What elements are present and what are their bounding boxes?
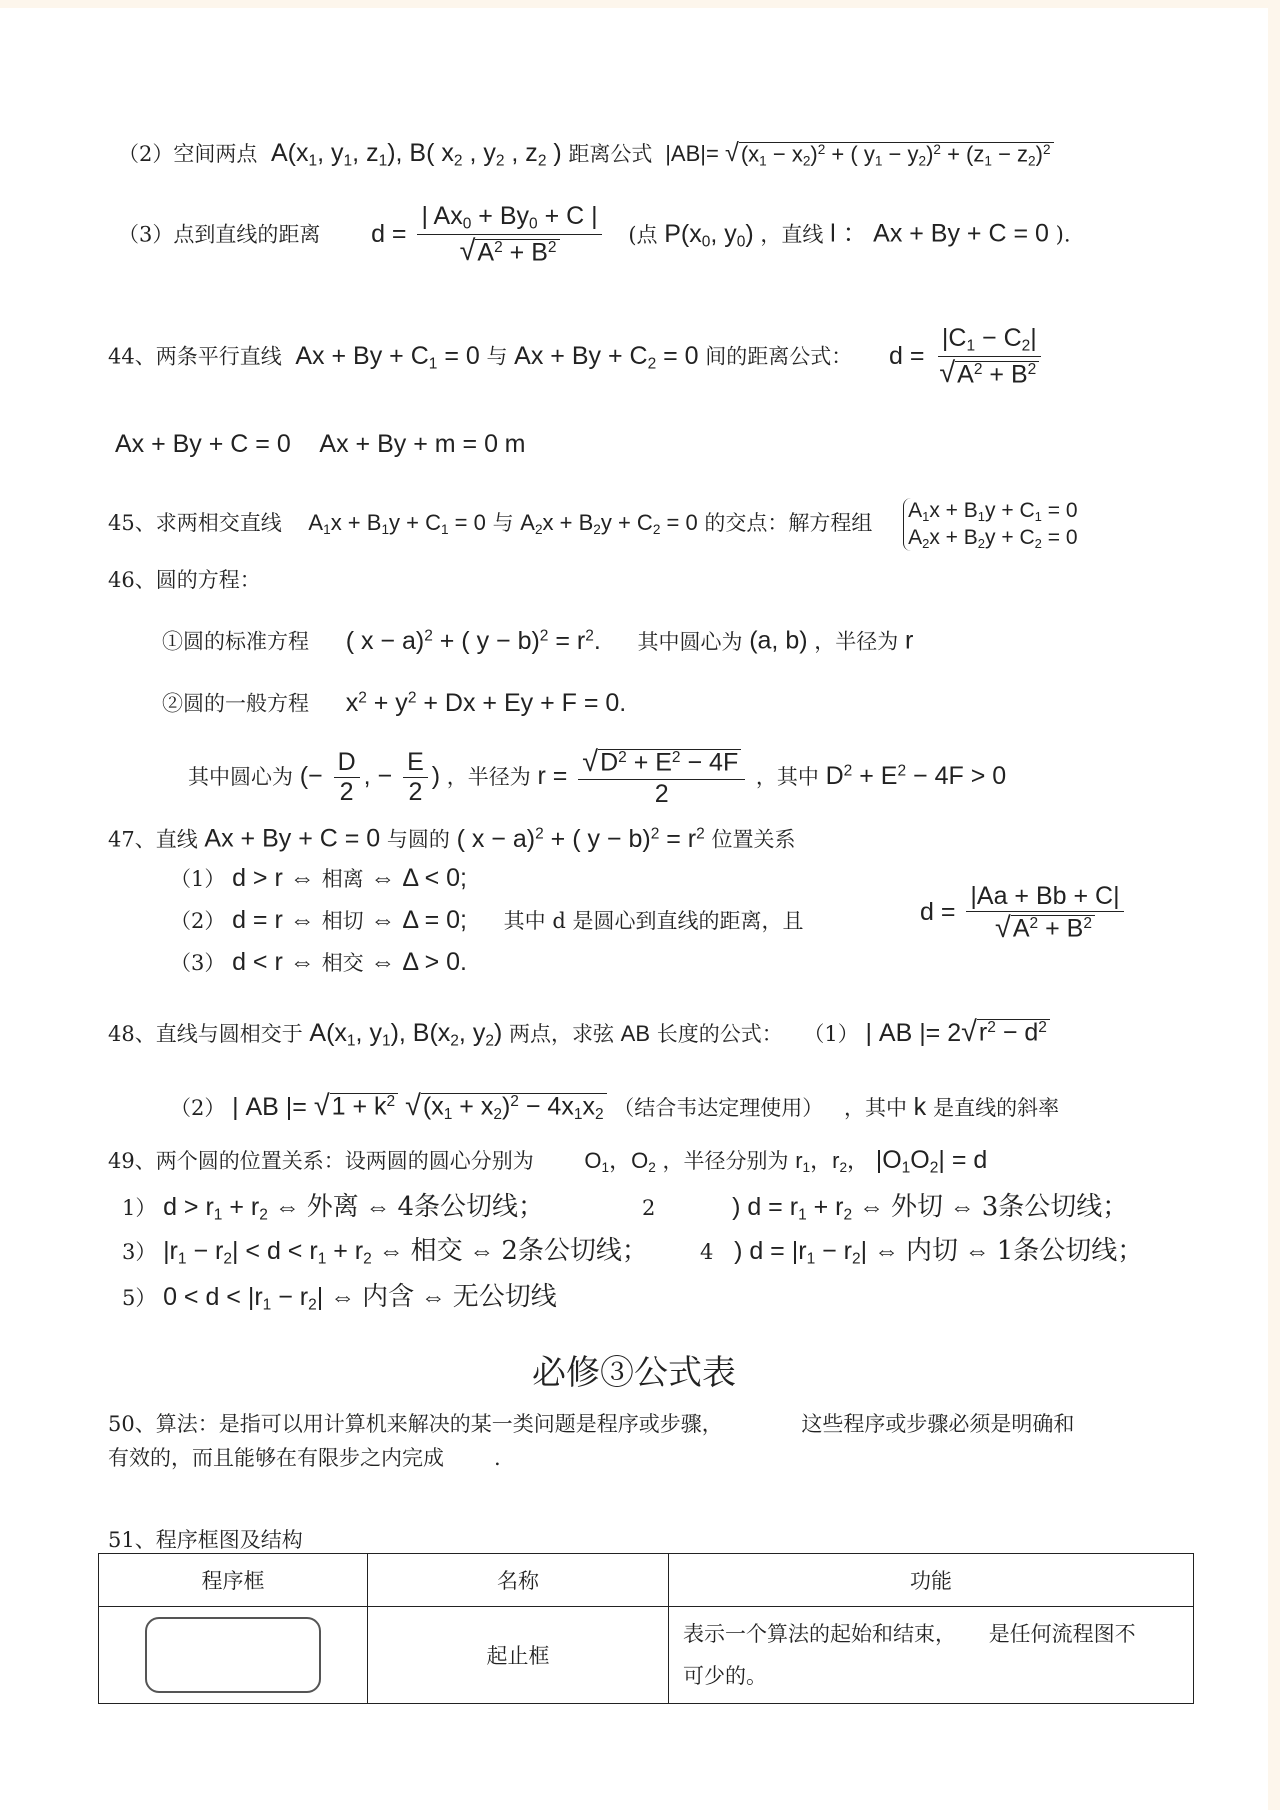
case-delta: ⇔ Δ < 0;	[370, 864, 467, 892]
item-label: 47、直线	[108, 827, 198, 852]
section-title: 必修③公式表	[532, 1353, 736, 1393]
formula-circle: ( x − a)$^2$ + ( $y - b)^2 = r^2$	[456, 824, 705, 853]
item-tail: 其中圆心为	[637, 629, 743, 654]
formula-centers: $O_1$，$O_2$	[584, 1148, 656, 1176]
text-a: 50、算法：是指可以用计算机来解决的某一类问题是程序或步骤，	[108, 1412, 723, 1436]
relation-row-3	[170, 950, 467, 975]
formula-line-space-distance	[118, 141, 1054, 169]
formula-radius: r = $\frac{√D^2 + E^2 - 4F}{2}$	[537, 762, 749, 790]
row-iff: ⇔	[964, 1237, 997, 1265]
formula-line2: $A_2x + B_2y + C_2 = 0$	[520, 510, 698, 538]
item-tail2: ，半径为	[814, 629, 899, 654]
circle-relation-row-1	[122, 1194, 544, 1223]
table-row	[99, 1607, 1194, 1704]
formula-line-50b: 有效的，而且能够在有限步之内完成 .	[108, 1446, 501, 1470]
item-r-label: ，半径分别为	[662, 1149, 789, 1173]
formula-line-44	[108, 326, 1047, 388]
item-label: （2）空间两点	[118, 142, 258, 166]
part-label: （2）	[170, 1096, 226, 1120]
case-cond: d > r ⇔	[232, 864, 322, 892]
row-res: 无公切线	[452, 1282, 557, 1312]
table-header: 程序框	[99, 1554, 368, 1607]
row-cond: $d > r_1 + r_2$ ⇔	[163, 1193, 307, 1224]
formula-parallel-distance: d = $\frac{|C_1 - C_2|}{√A^2 + B^2}$	[889, 342, 1047, 370]
table-cell-name: 起止框	[368, 1607, 669, 1704]
formula-d: d = $\frac{|Aa + Bb + C|}{√A^2 + B^2}$	[920, 898, 1128, 926]
terminal-box-cell	[99, 1607, 368, 1704]
formula-chord-2: | AB |= $√1 + k^2$ $√(x_1 + x_2)^2 - 4x_1x_2$	[232, 1093, 607, 1121]
table-header-row	[99, 1554, 1194, 1607]
case-cond: d = r ⇔	[232, 906, 322, 934]
formula-general: $x^2 + y^2 + Dx + Ey + F = 0$.	[345, 688, 627, 717]
circle-relation-row-5	[122, 1284, 557, 1313]
item-tail: 的交点：解方程组	[704, 511, 873, 535]
func-a: 表示一个算法的起始和结束，	[683, 1622, 956, 1646]
flowchart-table	[98, 1553, 1194, 1704]
item-label: 44、两条平行直线	[108, 344, 282, 369]
item-tail: 位置关系	[711, 827, 796, 852]
part-label: （1）	[803, 1022, 859, 1046]
formula-line1: $Ax + By + C_1 = 0$	[288, 341, 480, 373]
note-close: ).	[1055, 222, 1071, 247]
item-cond-label: ，其中	[755, 764, 819, 789]
item-paren: （结合韦达定理使用）	[613, 1096, 824, 1120]
item-tail: 长度的公式：	[656, 1022, 783, 1046]
relation-row-1	[170, 866, 467, 891]
row-rel: 外切	[891, 1192, 944, 1222]
item-mid: 与	[492, 511, 514, 535]
func-b: 是任何流程图不	[988, 1622, 1136, 1646]
row-iff: ⇔	[365, 1193, 398, 1221]
formula-line: Ax + By + C = 0	[204, 824, 381, 853]
item-label: （3）点到直线的距离	[118, 222, 321, 247]
formula-center: (a, b)	[749, 626, 808, 655]
formula-center-distance	[920, 884, 1128, 943]
item-tail: 间的距离公式：	[705, 344, 853, 369]
formula-condition: $D^2 + E^2 - 4F > 0$	[825, 761, 1007, 790]
item-label: 45、求两相交直线	[108, 511, 282, 535]
formula-o1o2: $|O_1O_2| = d$	[875, 1146, 988, 1177]
table-cell-func	[669, 1607, 1194, 1704]
case-relation: 相交	[321, 951, 364, 975]
section-46-label: 46、圆的方程：	[108, 568, 261, 592]
table-header: 名称	[368, 1554, 669, 1607]
formula-r: r	[904, 626, 914, 655]
case-delta: ⇔ Δ > 0.	[370, 948, 467, 976]
case-relation: 相切	[321, 909, 364, 933]
note-mid: ，直线	[760, 222, 824, 247]
item-mid: 两点，求弦	[508, 1022, 614, 1046]
row-rel: 外离	[306, 1192, 359, 1222]
item-radius-label: ，半径为	[446, 764, 531, 789]
formula-line-circle-center	[188, 748, 1006, 807]
row-rel: 内含	[362, 1282, 415, 1312]
row-res: 1条公切线；	[996, 1236, 1144, 1266]
terminal-box-shape	[145, 1617, 321, 1693]
equation-system: $A_1x + B_1y + C_1 = 0$ $A_2x + B_2y + C_2 = 0$	[903, 498, 1077, 551]
formula-line-49	[108, 1148, 987, 1176]
func-c: 可少的。	[683, 1664, 767, 1688]
formula-m: m	[504, 430, 526, 458]
formula-standard: ( x − a)$^2$ + ( $y - b)^2 = r^2$.	[345, 626, 601, 655]
circle-relation-row-3	[122, 1238, 648, 1267]
formula-line-48	[108, 1018, 1050, 1049]
circle-relation-row-2	[642, 1194, 1128, 1223]
item-slope: ，其中	[843, 1096, 907, 1120]
formula-line-50a	[108, 1414, 1074, 1435]
item-label: 其中圆心为	[188, 764, 293, 789]
row-iff: ⇔	[469, 1237, 502, 1265]
case-cond: d < r ⇔	[232, 948, 322, 976]
formula-distance: $|AB|= √(x_1 - x_2)^2$ + ( $y_1 - y_2)^2 + (z_1 - z_2)^2$	[659, 141, 1053, 166]
row-res: 4条公切线；	[397, 1192, 544, 1222]
item-text: 距离公式	[568, 142, 653, 166]
case-label: （3）	[170, 951, 226, 975]
formula-ab: AB	[620, 1021, 651, 1046]
row-rel: 相交	[410, 1236, 463, 1266]
item-mid: 与	[486, 344, 508, 369]
relation-row-2	[170, 908, 803, 933]
formula-chord-1: | AB |= $2√r^2 - d^2$	[865, 1019, 1049, 1047]
formula-points: $A(x_1$, $y_1$, $z_1$), B( $x_2$ , $y_2$ , $z_2$ )	[264, 139, 562, 170]
row-iff: ⇔	[420, 1283, 453, 1311]
formula-points: $A(x_1$, $y_1$), $B(x_2$, $y_2$)	[309, 1019, 503, 1050]
row-res: 2条公切线；	[501, 1236, 648, 1266]
section-51-label: 51、程序框图及结构	[108, 1528, 303, 1552]
table-header: 功能	[669, 1554, 1194, 1607]
formula-parallel: Ax + By + m = 0	[319, 430, 498, 458]
formula-k: k	[913, 1093, 934, 1121]
row-cond: ) $d = |r_1 - r_2|$ ⇔	[734, 1237, 907, 1268]
formula-center: (− $\frac{D}{2}$ , − $\frac{E}{2}$ )	[299, 747, 441, 806]
case-relation: 相离	[321, 867, 364, 891]
row-rel: 内切	[906, 1236, 959, 1266]
case-label: （1）	[170, 867, 226, 891]
row-num: 5）	[122, 1286, 157, 1310]
row-res: 3条公切线；	[981, 1192, 1129, 1222]
formula-line-48b	[170, 1092, 1059, 1123]
row-num: 4	[700, 1240, 714, 1264]
text-c: 有效的，而且能够在有限步之内完成	[108, 1446, 444, 1470]
case-note: 其中 d 是圆心到直线的距离，且	[503, 909, 804, 933]
formula-point: $P(x_0$, $y_0$)	[664, 219, 754, 251]
formula-line2: $Ax + By + C_2 = 0$	[514, 341, 699, 373]
formula-line-circle-standard	[162, 628, 913, 654]
formula-line-47	[108, 826, 795, 852]
formula-line-45	[108, 498, 1078, 551]
case-delta: ⇔ Δ = 0;	[370, 906, 467, 934]
text-b: 这些程序或步骤必须是明确和	[801, 1412, 1075, 1436]
row-num: 2	[642, 1196, 656, 1220]
item-mid: 与圆的	[386, 827, 450, 852]
document-page	[0, 8, 1268, 1810]
formula-line-circle-general	[162, 690, 626, 716]
formula-d: d = $\frac{| Ax_0 + By_0 + C |}{√A^2 + B^2}$	[371, 220, 606, 248]
item-label: ②圆的一般方程	[162, 691, 309, 716]
row-iff: ⇔	[949, 1193, 982, 1221]
item-label: ①圆的标准方程	[162, 629, 309, 654]
note-open: (点	[628, 222, 658, 247]
case-label: （2）	[170, 909, 226, 933]
item-slope2: 是直线的斜率	[933, 1096, 1060, 1120]
note-line	[108, 432, 526, 457]
formula-line: Ax + By + C = 0	[108, 430, 291, 458]
row-num: 1）	[122, 1196, 157, 1220]
formula-line: l ： Ax + By + C = 0	[830, 219, 1049, 248]
row-cond: $|r_1 - r_2| < d < r_1 + r_2$ ⇔	[163, 1237, 411, 1268]
formula-radii: $r_1$，$r_2$，	[795, 1148, 870, 1176]
row-cond: ) $d = r_1 + r_2$ ⇔	[732, 1193, 892, 1224]
item-label: 49、两个圆的位置关系：设两圆的圆心分别为	[108, 1149, 534, 1173]
row-cond: $0 < d < |r_1 - r_2|$ ⇔	[163, 1283, 363, 1314]
formula-line1: $A_1x + B_1y + C_1 = 0$	[308, 510, 486, 538]
item-label: 48、直线与圆相交于	[108, 1022, 303, 1046]
circle-relation-row-4	[700, 1238, 1143, 1267]
row-num: 3）	[122, 1240, 157, 1264]
formula-line-point-line	[118, 204, 1071, 266]
